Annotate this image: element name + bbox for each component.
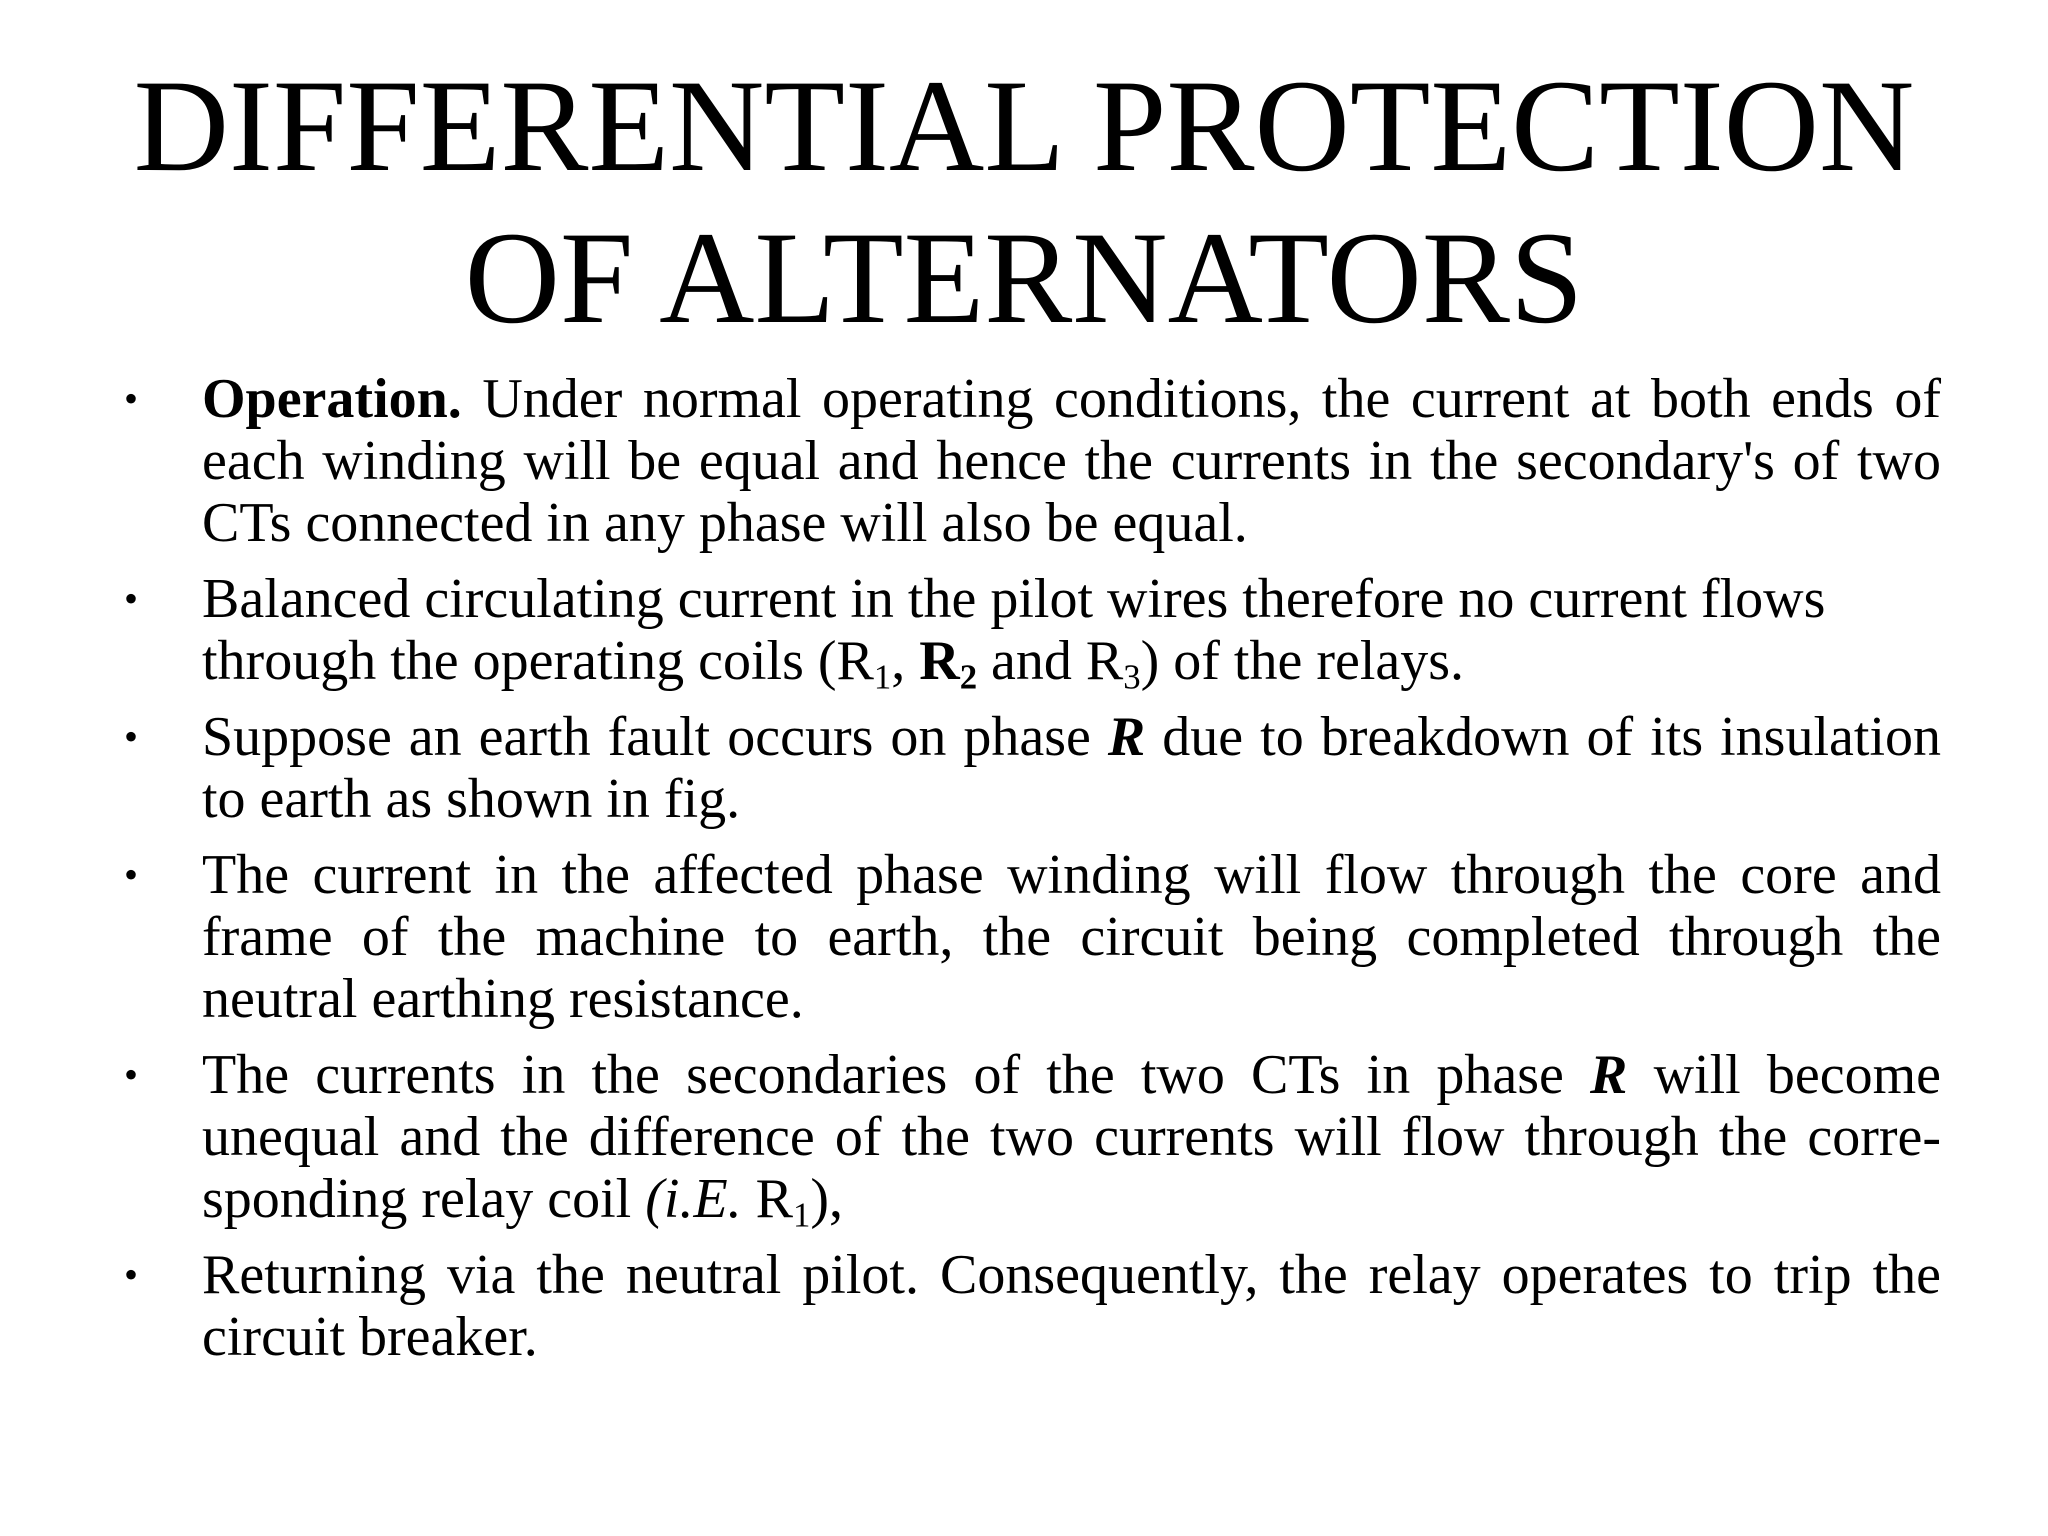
bullet-text	[202, 368, 1941, 554]
slide-title	[0, 50, 2048, 354]
bullet-unequal-currents	[0, 1044, 2048, 1235]
bullet-balanced-current	[0, 568, 2048, 697]
bullet-dot: •	[124, 576, 139, 621]
bullet-dot: •	[124, 1252, 139, 1297]
ie-italic: (i.E.	[645, 1168, 742, 1230]
title-line-2: OF ALTERNATORS	[464, 204, 1584, 351]
subscript: 2	[959, 657, 978, 697]
bullet-text: The currents in the secondaries of the two CTs in phase R will become unequal and the difference of the two currents will flow through the corre-sponding relay coil (i.E. $R_1$),	[202, 1044, 1941, 1235]
bullet-text: Balanced circulating current in the pilot wires therefore no current flows through the operating coils ($R_1$, $R_2$ and $R_3$) of the relays.	[202, 568, 1826, 697]
bullet-list	[0, 368, 2048, 1368]
subscript: 3	[1123, 657, 1141, 697]
subscript: 1	[793, 1195, 811, 1235]
bullet-earth-fault	[0, 706, 2048, 830]
subscript: 1	[873, 657, 892, 697]
bullet-bold-lead: Operation.	[202, 368, 462, 430]
bullet-dot: •	[124, 852, 139, 897]
bullet-text: Returning via the neutral pilot. Consequently, the relay operates to trip the circuit breaker.	[202, 1244, 1941, 1368]
relay-r2-bold: $R_2$	[919, 630, 978, 697]
phase-r-label: R	[1590, 1044, 1628, 1106]
bullet-current-flow	[0, 844, 2048, 1030]
phase-r-label: R	[1107, 706, 1146, 768]
bullet-body: Under normal operating conditions, the current at both ends of each winding will be equal and hence the currents in the secondary's of two CTs connected in any phase will also be equal.	[202, 368, 1941, 554]
bullet-trip-breaker	[0, 1244, 2048, 1368]
bullet-text: Suppose an earth fault occurs on phase R due to breakdown of its insulation to earth as shown in fig.	[202, 706, 1942, 830]
bullet-dot: •	[124, 714, 139, 759]
bullet-dot: •	[124, 376, 139, 421]
bullet-dot: •	[124, 1052, 139, 1097]
bullet-text: The current in the affected phase winding will flow through the core and frame of the machine to earth, the circuit being completed through the neutral earthing resistance.	[202, 844, 1941, 1030]
title-line-1: DIFFERENTIAL PROTECTION	[133, 52, 1915, 199]
bullet-operation	[0, 368, 2048, 554]
